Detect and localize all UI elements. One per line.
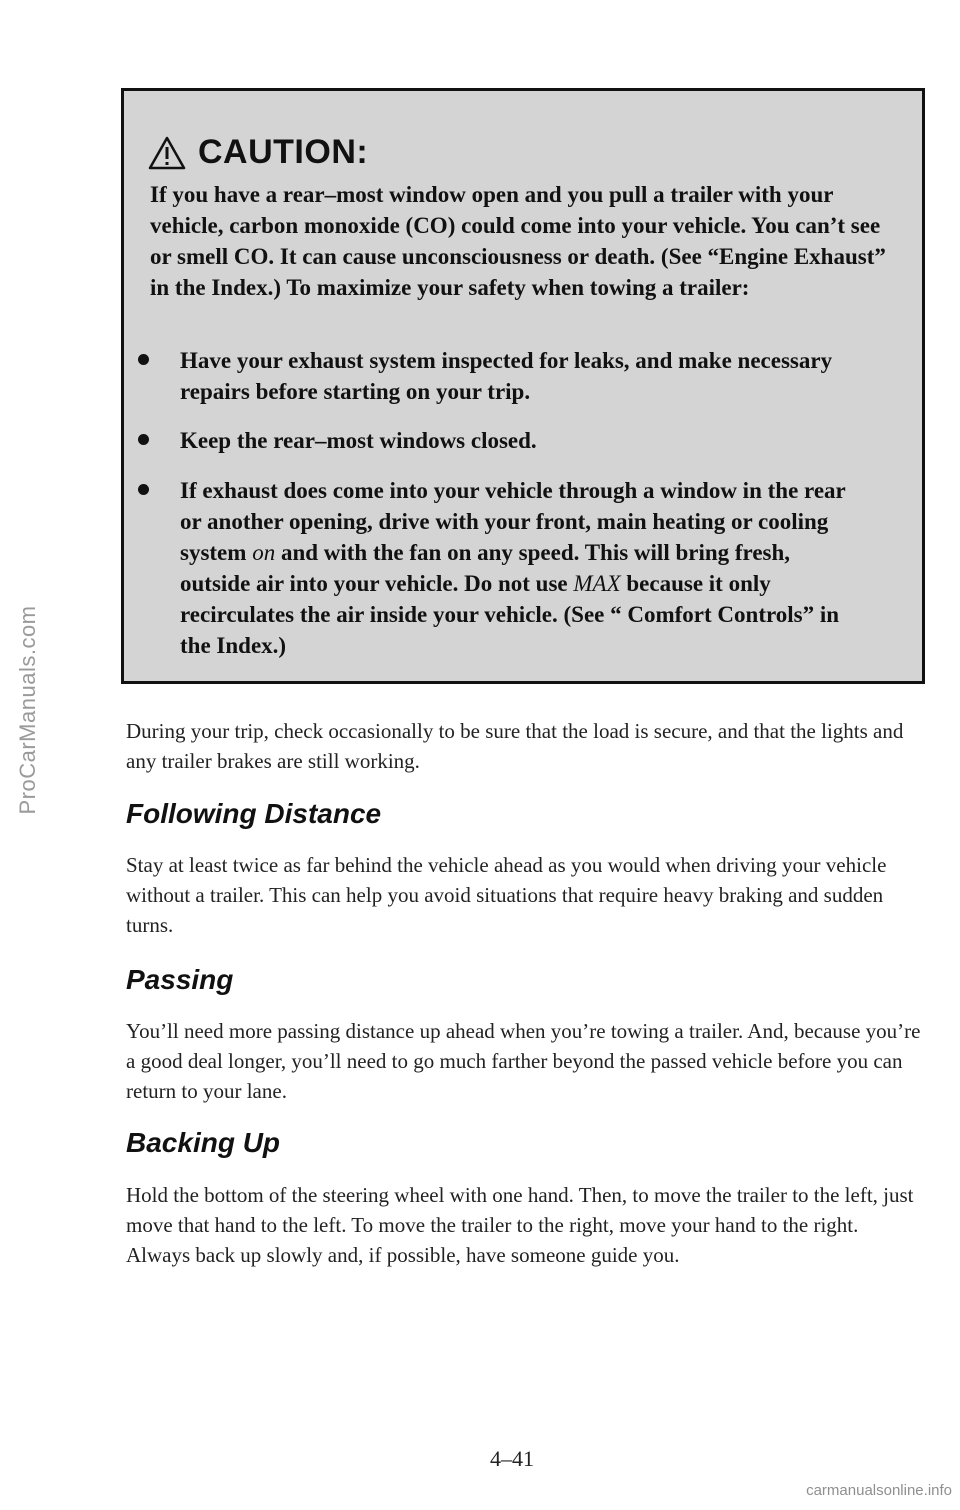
paragraph-following-distance: Stay at least twice as far behind the vehicle ahead as you would when driving your vehicle without a trailer. This can help you avoid situations that require heavy braking and sudden turns. <box>126 853 887 937</box>
emphasis-max: MAX <box>573 571 621 596</box>
page-number: 4–41 <box>490 1446 534 1471</box>
caution-box <box>121 88 925 684</box>
caution-bullet-exhaust-entering <box>180 475 860 661</box>
emphasis-on: on <box>252 540 276 565</box>
paragraph-backing-up: Hold the bottom of the steering wheel with one hand. Then, to move the trailer to the left, just move that hand to the left. To move the trailer to the right, move your hand to the right. Always back up slowly and, if possible, have someone guide you. <box>126 1183 914 1267</box>
footer-watermark: carmanualsonline.info <box>806 1482 952 1499</box>
warning-triangle-icon <box>148 136 186 170</box>
caution-header <box>148 133 368 172</box>
bullet-text: Have your exhaust system inspected for leaks, and make necessary repairs before starting on your trip. <box>180 348 833 404</box>
caution-title: CAUTION: <box>198 133 369 171</box>
bullet-text-part2: and with the fan on any speed. This will bring fresh, outside air into your vehicle. Do not use <box>180 540 791 596</box>
bullet-text: Keep the rear–most windows closed. <box>180 428 537 453</box>
paragraph-passing: You’ll need more passing distance up ahead when you’re towing a trailer. And, because you’re a good deal longer, you’ll need to go much farther beyond the passed vehicle before you can return to your lane. <box>126 1019 921 1103</box>
bullet-text-part3: because it only recirculates the air inside your vehicle. (See “ Comfort Controls” in the Index.) <box>180 571 840 658</box>
bullet-text-part1: If exhaust does come into your vehicle through a window in the rear or another opening, drive with your front, main heating or cooling system <box>180 478 846 565</box>
paragraph-during-trip: During your trip, check occasionally to be sure that the load is secure, and that the lights and any trailer brakes are still working. <box>126 719 904 773</box>
heading-following-distance: Following Distance <box>126 798 382 829</box>
caution-bullet-keep-windows-closed <box>180 425 860 456</box>
caution-intro: If you have a rear–most window open and you pull a trailer with your vehicle, carbon monoxide (CO) could come into your vehicle. You can’t see or smell CO. It can cause unconsciousness or death. (See “Engine Exhaust” in the Index.) To maximize your safety when towing a trailer: <box>150 182 886 300</box>
side-watermark-text: ProCarManuals.com <box>15 605 40 815</box>
heading-passing: Passing <box>126 964 234 995</box>
side-watermark <box>8 560 48 860</box>
bullet-dot-icon <box>138 354 149 365</box>
caution-bullet-inspect-exhaust <box>180 345 860 407</box>
bullet-dot-icon <box>138 484 149 495</box>
heading-backing-up: Backing Up <box>126 1127 281 1158</box>
bullet-dot-icon <box>138 434 149 445</box>
